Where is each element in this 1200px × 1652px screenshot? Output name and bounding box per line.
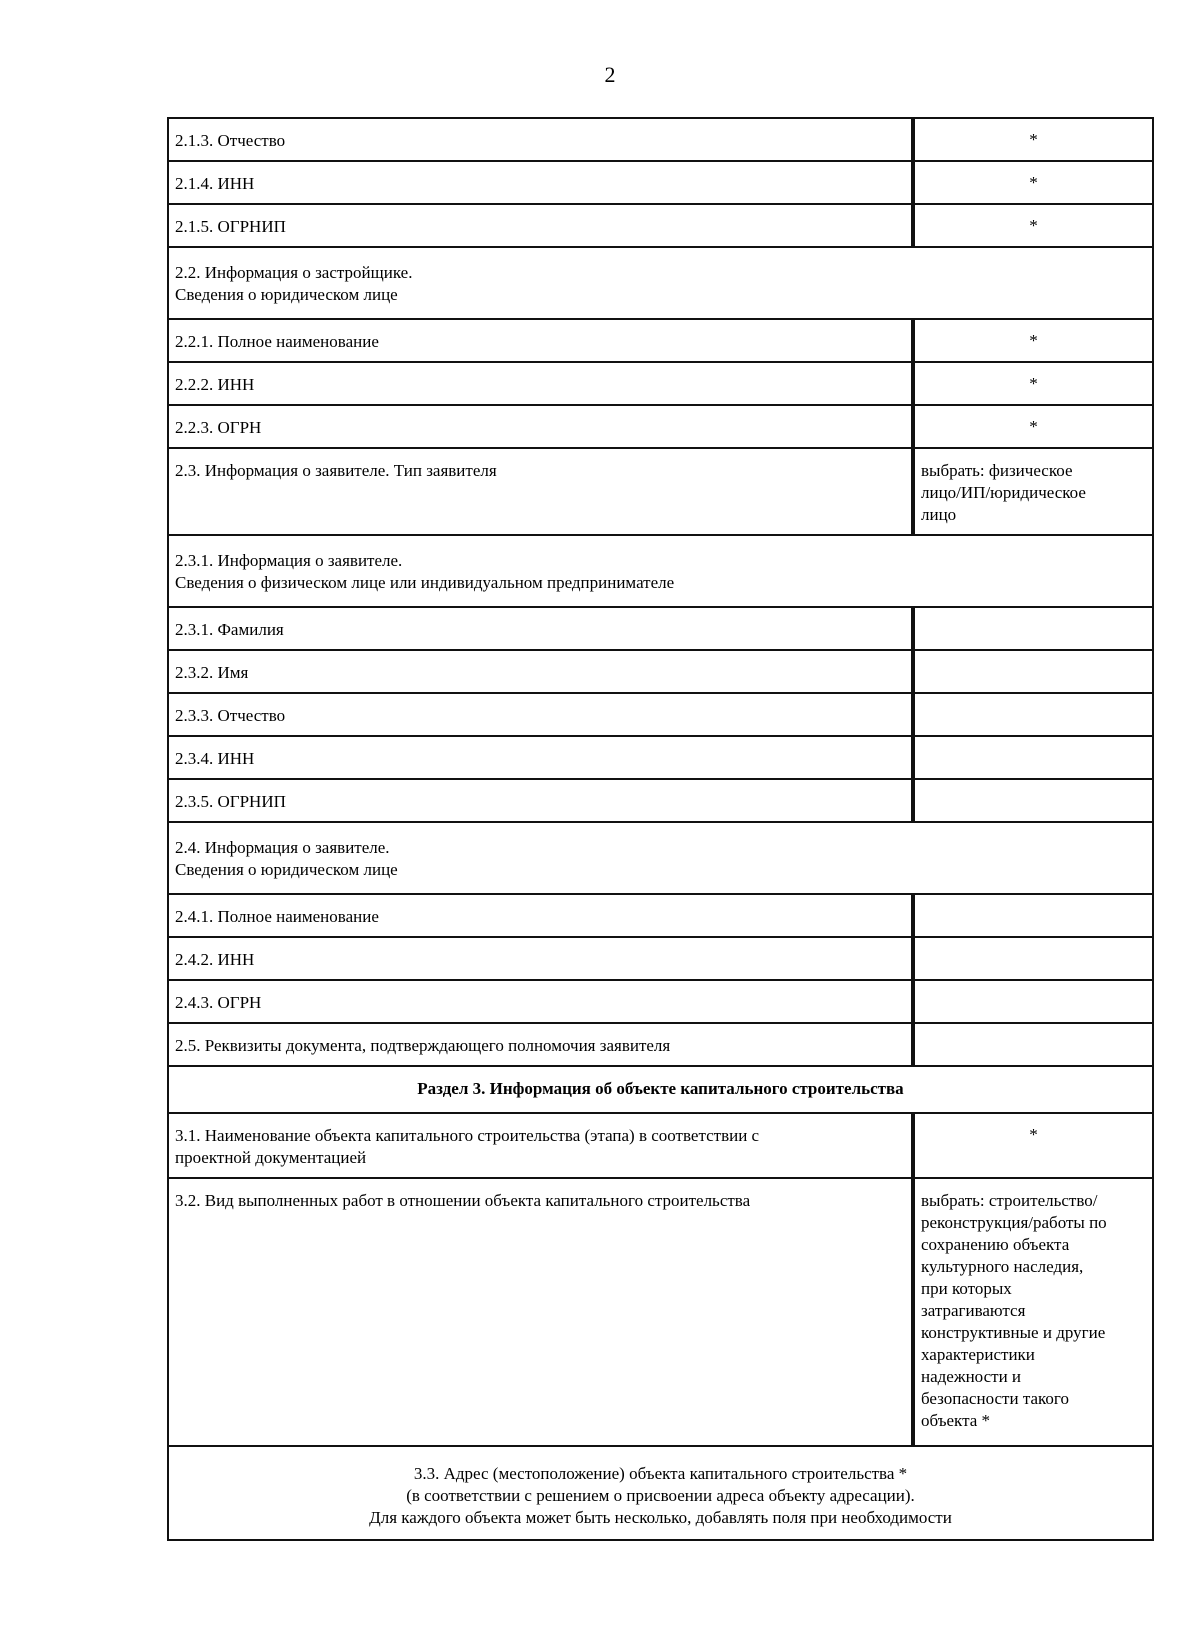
row-label: 2.4.2. ИНН: [168, 937, 913, 980]
option-text: культурного наследия,: [921, 1257, 1084, 1276]
row-label: 2.3.4. ИНН: [168, 736, 913, 779]
option-text: реконструкция/работы по: [921, 1213, 1107, 1232]
table-row-2-3-3: [168, 693, 1153, 736]
row-value[interactable]: *: [913, 1113, 1153, 1178]
row-label: 2.3.2. Имя: [168, 650, 913, 693]
table-heading-row-2-2: [168, 247, 1153, 319]
heading-line: 2.2. Информация о застройщике.: [175, 263, 413, 282]
row-label: 2.5. Реквизиты документа, подтверждающего полномочия заявителя: [168, 1023, 913, 1066]
option-text: надежности и: [921, 1367, 1022, 1386]
applicant-type-select[interactable]: [913, 448, 1153, 535]
work-type-select[interactable]: [913, 1178, 1153, 1446]
label-line: проектной документацией: [175, 1148, 367, 1167]
table-row-2-1-3: [168, 118, 1153, 161]
row-value[interactable]: [913, 894, 1153, 937]
option-text: лицо/ИП/юридическое: [921, 483, 1086, 502]
row-label: 2.3.3. Отчество: [168, 693, 913, 736]
row-value[interactable]: [913, 779, 1153, 822]
heading-line: Сведения о юридическом лице: [175, 860, 398, 879]
section-title: Раздел 3. Информация об объекте капитального строительства: [168, 1066, 1153, 1113]
table-heading-row-2-4: [168, 822, 1153, 894]
row-label: 2.3.1. Фамилия: [168, 607, 913, 650]
heading-line: Сведения о физическом лице или индивидуальном предпринимателе: [175, 573, 675, 592]
row-value[interactable]: *: [913, 118, 1153, 161]
heading-line: 3.3. Адрес (местоположение) объекта капитального строительства *: [413, 1464, 908, 1483]
option-text: характеристики: [921, 1345, 1035, 1364]
table-row-2-4-2: [168, 937, 1153, 980]
row-label: 2.1.4. ИНН: [168, 161, 913, 204]
row-value[interactable]: [913, 607, 1153, 650]
table-heading-row-2-3-1: [168, 535, 1153, 607]
table-row-2-2-1: [168, 319, 1153, 362]
table-row-2-1-5: [168, 204, 1153, 247]
heading-line: 2.3.1. Информация о заявителе.: [175, 551, 403, 570]
row-label: 2.1.5. ОГРНИП: [168, 204, 913, 247]
table-section-row-3: [168, 1066, 1153, 1113]
row-value[interactable]: [913, 693, 1153, 736]
option-text: сохранению объекта: [921, 1235, 1070, 1254]
row-label: 2.4.1. Полное наименование: [168, 894, 913, 937]
table-heading-row-3-3: [168, 1446, 1153, 1540]
option-text: затрагиваются: [921, 1301, 1026, 1320]
table-row-2-2-3: [168, 405, 1153, 448]
row-label: [168, 1113, 913, 1178]
table-row-3-2: [168, 1178, 1153, 1446]
heading-line: (в соответствии с решением о присвоении адреса объекту адресации).: [406, 1486, 915, 1505]
heading-line: 2.4. Информация о заявителе.: [175, 838, 390, 857]
table-row-2-3-1: [168, 607, 1153, 650]
row-value[interactable]: [913, 980, 1153, 1023]
section-heading: [168, 822, 1153, 894]
row-label: 2.2.1. Полное наименование: [168, 319, 913, 362]
option-text: выбрать: физическое: [921, 461, 1073, 480]
table-row-2-3-5: [168, 779, 1153, 822]
table-row-3-1: [168, 1113, 1153, 1178]
heading-line: Для каждого объекта может быть несколько, добавлять поля при необходимости: [369, 1508, 952, 1527]
row-value[interactable]: [913, 736, 1153, 779]
table-row-2-3-2: [168, 650, 1153, 693]
row-label: 2.3.5. ОГРНИП: [168, 779, 913, 822]
row-value[interactable]: *: [913, 319, 1153, 362]
form-table: [167, 117, 1154, 1541]
row-value[interactable]: [913, 1023, 1153, 1066]
row-label: 3.2. Вид выполненных работ в отношении объекта капитального строительства: [168, 1178, 913, 1446]
option-text: конструктивные и другие: [921, 1323, 1106, 1342]
address-heading: [168, 1446, 1153, 1540]
row-value[interactable]: [913, 650, 1153, 693]
row-label: 2.2.3. ОГРН: [168, 405, 913, 448]
row-value[interactable]: *: [913, 362, 1153, 405]
section-heading: [168, 535, 1153, 607]
row-label: 2.2.2. ИНН: [168, 362, 913, 405]
table-row-2-4-1: [168, 894, 1153, 937]
row-label: 2.3. Информация о заявителе. Тип заявителя: [168, 448, 913, 535]
option-text: выбрать: строительство/: [921, 1191, 1098, 1210]
section-heading: [168, 247, 1153, 319]
table-row-2-3-4: [168, 736, 1153, 779]
row-value[interactable]: [913, 937, 1153, 980]
row-value[interactable]: *: [913, 204, 1153, 247]
row-value[interactable]: *: [913, 405, 1153, 448]
heading-line: Сведения о юридическом лице: [175, 285, 398, 304]
table-row-2-5: [168, 1023, 1153, 1066]
option-text: при которых: [921, 1279, 1012, 1298]
option-text: лицо: [921, 505, 957, 524]
option-text: объекта *: [921, 1411, 991, 1430]
table-row-2-2-2: [168, 362, 1153, 405]
table-row-2-3: [168, 448, 1153, 535]
row-label: 2.4.3. ОГРН: [168, 980, 913, 1023]
row-value[interactable]: *: [913, 161, 1153, 204]
table-row-2-1-4: [168, 161, 1153, 204]
page-number: 2: [604, 62, 616, 87]
label-line: 3.1. Наименование объекта капитального строительства (этапа) в соответствии с: [175, 1126, 760, 1145]
option-text: безопасности такого: [921, 1389, 1069, 1408]
table-row-2-4-3: [168, 980, 1153, 1023]
row-label: 2.1.3. Отчество: [168, 118, 913, 161]
